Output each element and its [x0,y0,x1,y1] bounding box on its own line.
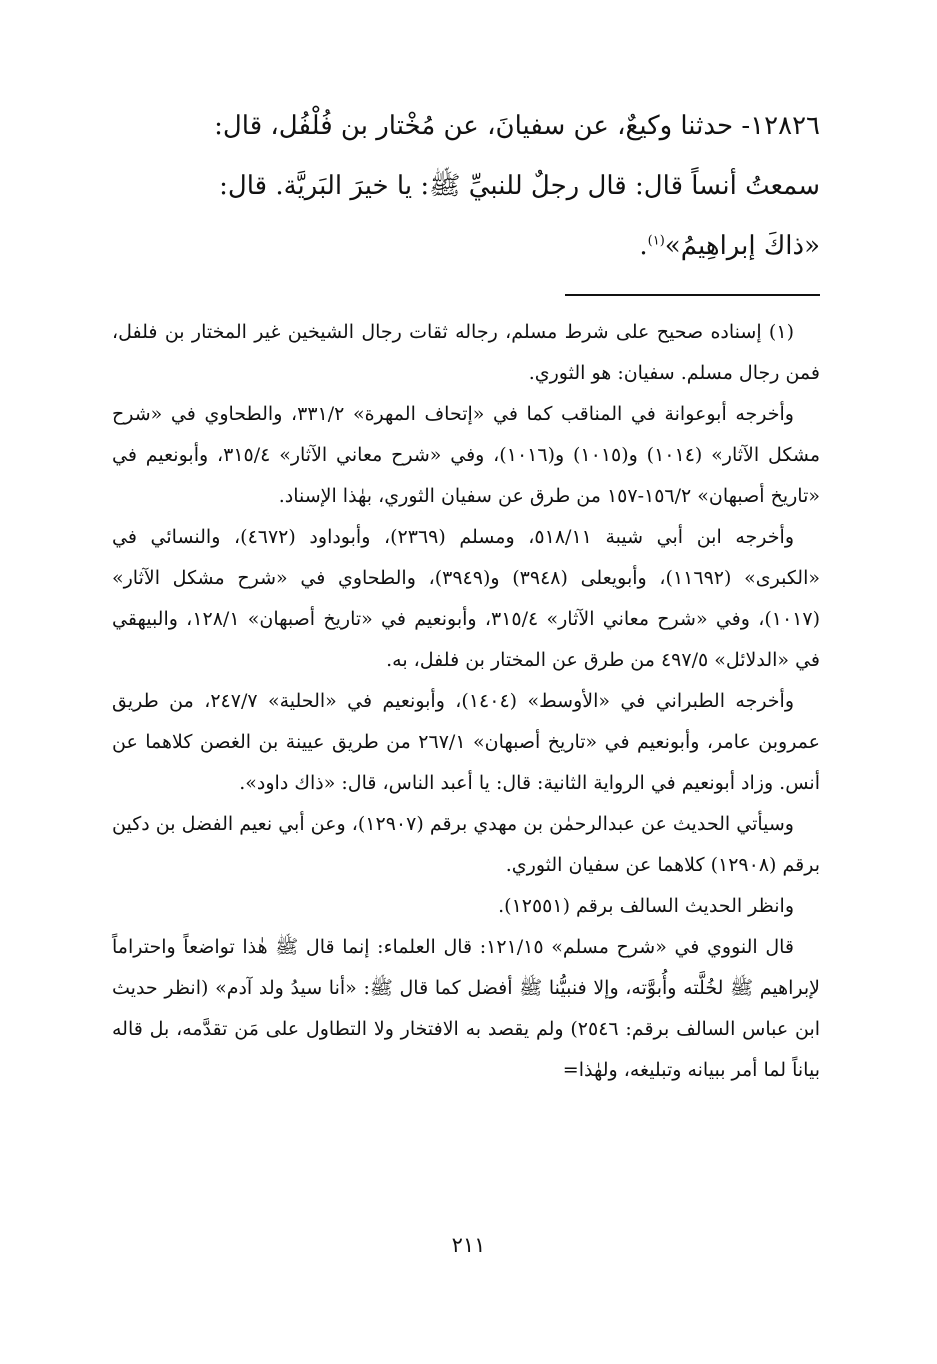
hadith-line-end: . [639,231,648,261]
footnote-paragraph: (١) إسناده صحيح على شرط مسلم، رجاله ثقات رجال الشيخين غير المختار بن فلفل، فمن رجال مسلم. سفيان: هو الثوري. [112,321,820,384]
hadith-line-1: ١٢٨٢٦- حدثنا وكيعٌ، عن سفيانَ، عن مُخْتار بن فُلْفُل، قال: [214,111,820,141]
footnote-paragraph: وأخرجه الطبراني في «الأوسط» (١٤٠٤)، وأبونعيم في «الحلية» ٢٤٧/٧، من طريق عمروبن عامر، وأبونعيم في «تاريخ أصبهان» ٢٦٧/١ من طريق عيينة بن الغصن كلاهما عن أنس. وزاد أبونعيم في الرواية الثانية: قال: يا أعبد الناس، قال: «ذاك داود». [112,690,821,794]
hadith-quote: «ذاكَ إبراهِيمُ» [664,231,820,261]
footnote-paragraph: قال النووي في «شرح مسلم» ١٢١/١٥: قال العلماء: إنما قال ﷺ هٰذا تواضعاً واحتراماً لإبراهيم ﷺ لخُلَّته وأُبوَّته، وإلا فنبيُّنا ﷺ أفضل كما قال ﷺ: «أنا سيدُ ولد آدم» (انظر حديث ابن عباس السالف برقم: ٢٥٤٦) ولم يقصد به الافتخار ولا التطاول على مَن تقدَّمه، بل قاله بياناً لما أمر ببيانه وتبليغه، ولهٰذا= [112,936,821,1081]
page-content [112,96,820,1091]
footnotes [112,312,820,1091]
hadith-line-2: سمعتُ أنساً قال: قال رجلٌ للنبيِّ ﷺ: يا خيرَ البَريَّة. قال: [219,171,820,201]
footnote-paragraph: وأخرجه أبوعوانة في المناقب كما في «إتحاف المهرة» ٣٣١/٢، والطحاوي في «شرح مشكل الآثار» (١٠١٤) و(١٠١٥) و(١٠١٦)، وفي «شرح معاني الآثار» ٣١٥/٤، وأبونعيم في «تاريخ أصبهان» ١٥٦/٢-١٥٧ من طرق عن سفيان الثوري، بهٰذا الإسناد. [112,403,820,507]
footnote-paragraph: وسيأتي الحديث عن عبدالرحمٰن بن مهدي برقم (١٢٩٠٧)، وعن أبي نعيم الفضل بن دكين برقم (١٢٩٠٨) كلاهما عن سفيان الثوري. [112,813,820,876]
hadith-text [112,96,820,276]
footnote-paragraph: وأخرجه ابن أبي شيبة ٥١٨/١١، ومسلم (٢٣٦٩)، وأبوداود (٤٦٧٢)، والنسائي في «الكبرى» (١١٦٩٢)، وأبويعلى (٣٩٤٨) و(٣٩٤٩)، والطحاوي في «شرح مشكل الآثار» (١٠١٧)، وفي «شرح معاني الآثار» ٣١٥/٤، وأبونعيم في «تاريخ أصبهان» ١٢٨/١، والبيهقي في «الدلائل» ٤٩٧/٥ من طرق عن المختار بن فلفل، به. [112,526,820,671]
footnote-marker[interactable]: (١) [647,233,665,249]
footnote-paragraph: وانظر الحديث السالف برقم (١٢٥٥١). [498,895,794,917]
page-number: ٢١١ [451,1233,486,1257]
hadith-line-3 [112,216,820,276]
footnote-separator [565,294,820,296]
